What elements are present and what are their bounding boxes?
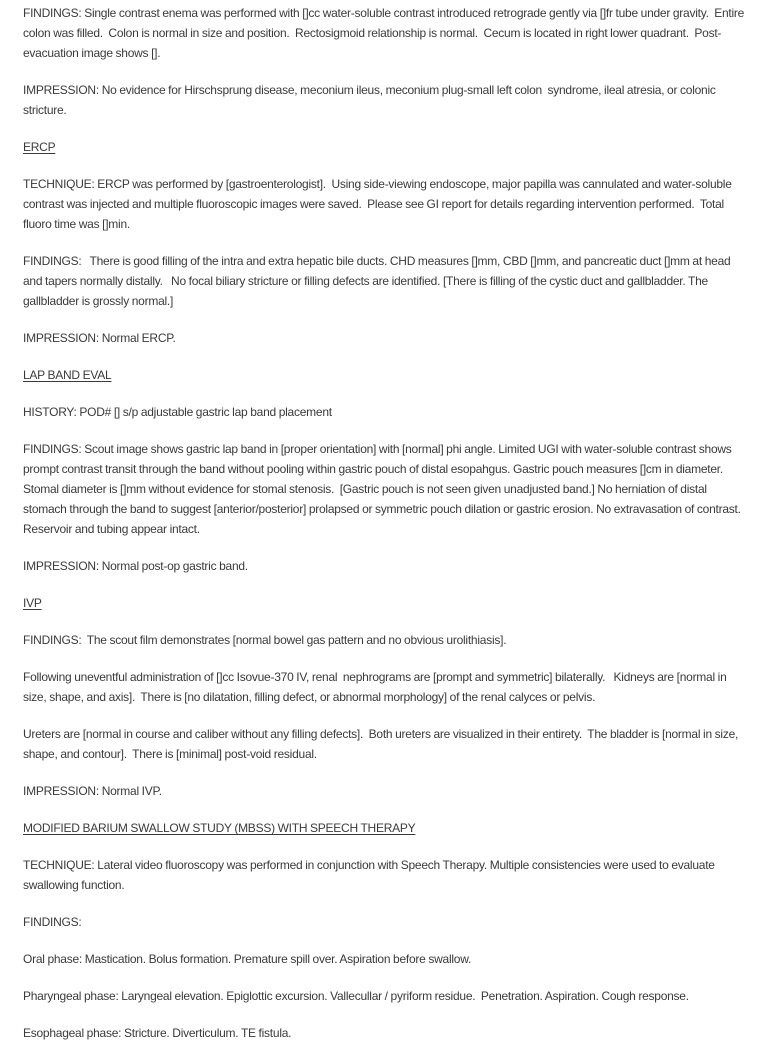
report-paragraph: FINDINGS: — [23, 915, 82, 929]
report-paragraph: IMPRESSION: Normal post-op gastric band. — [23, 559, 248, 573]
report-paragraph: TECHNIQUE: ERCP was performed by [gastroenterologist]. Using side-viewing endoscope, major papilla was cannulated and water-soluble contrast was injected and multiple fluoroscopic images were saved. Please see GI report for details regarding intervention performed. Total fluoro time was []min. — [23, 177, 735, 231]
report-paragraph: IMPRESSION: Normal ERCP. — [23, 331, 176, 345]
section-heading: MODIFIED BARIUM SWALLOW STUDY (MBSS) WITH SPEECH THERAPY — [23, 821, 416, 835]
report-paragraph: FINDINGS: Single contrast enema was performed with []cc water-soluble contrast introduced retrograde gently via []fr tube under gravity. Entire colon was filled. Colon is normal in size and position. Rectosigmoid relationship is normal. Cecum is located in right lower quadrant. Post-evacuation image shows []. — [23, 6, 747, 60]
section-heading: LAP BAND EVAL — [23, 368, 112, 382]
report-paragraph: FINDINGS: There is good filling of the intra and extra hepatic bile ducts. CHD measures []mm, CBD []mm, and pancreatic duct []mm at head and tapers normally distally. No focal biliary stricture or filling defects are identified. [There is filling of the cystic duct and gallbladder. The gallbladder is grossly normal.] — [23, 254, 734, 308]
section-heading: ERCP — [23, 140, 56, 154]
report-paragraph: Esophageal phase: Stricture. Diverticulum. TE fistula. — [23, 1026, 292, 1040]
report-paragraph: Pharyngeal phase: Laryngeal elevation. Epiglottic excursion. Vallecullar / pyriform residue. Penetration. Aspiration. Cough response. — [23, 989, 689, 1003]
section-heading: IVP — [23, 596, 42, 610]
report-paragraph: FINDINGS: The scout film demonstrates [normal bowel gas pattern and no obvious urolithiasis]. — [23, 633, 507, 647]
report-paragraph: IMPRESSION: No evidence for Hirschsprung disease, meconium ileus, meconium plug-small left colon syndrome, ileal atresia, or colonic stricture. — [23, 83, 719, 117]
report-paragraph: FINDINGS: Scout image shows gastric lap band in [proper orientation] with [normal] phi angle. Limited UGI with water-soluble contrast shows prompt contrast transit through the band without pooling within gastric pouch of distal esopahgus. Gastric pouch measures []cm in diameter. Stomal diameter is []mm without evidence for stomal stenosis. [Gastric pouch is not seen given unadjusted band.] No herniation of distal stomach through the band to suggest [anterior/posterior] prolapsed or symmetric pouch dilation or gastric erosion. No extravasation of contrast. Reservoir and tubing appear intact. — [23, 442, 747, 536]
report-paragraph: Oral phase: Mastication. Bolus formation. Premature spill over. Aspiration before swallow. — [23, 952, 472, 966]
report-paragraph: TECHNIQUE: Lateral video fluoroscopy was performed in conjunction with Speech Therapy. Multiple consistencies were used to evaluate swallowing function. — [23, 858, 718, 892]
report-paragraph: Following uneventful administration of []cc Isovue-370 IV, renal nephrograms are [prompt and symmetric] bilaterally. Kidneys are [normal in size, shape, and axis]. There is [no dilatation, filling defect, or abnormal morphology] of the renal calyces or pelvis. — [23, 670, 730, 704]
document-body — [23, 3, 747, 1043]
report-paragraph: HISTORY: POD# [] s/p adjustable gastric lap band placement — [23, 405, 332, 419]
report-paragraph: IMPRESSION: Normal IVP. — [23, 784, 162, 798]
report-paragraph: Ureters are [normal in course and caliber without any filling defects]. Both ureters are visualized in their entirety. The bladder is [normal in size, shape, and contour]. There is [minimal] post-void residual. — [23, 727, 741, 761]
